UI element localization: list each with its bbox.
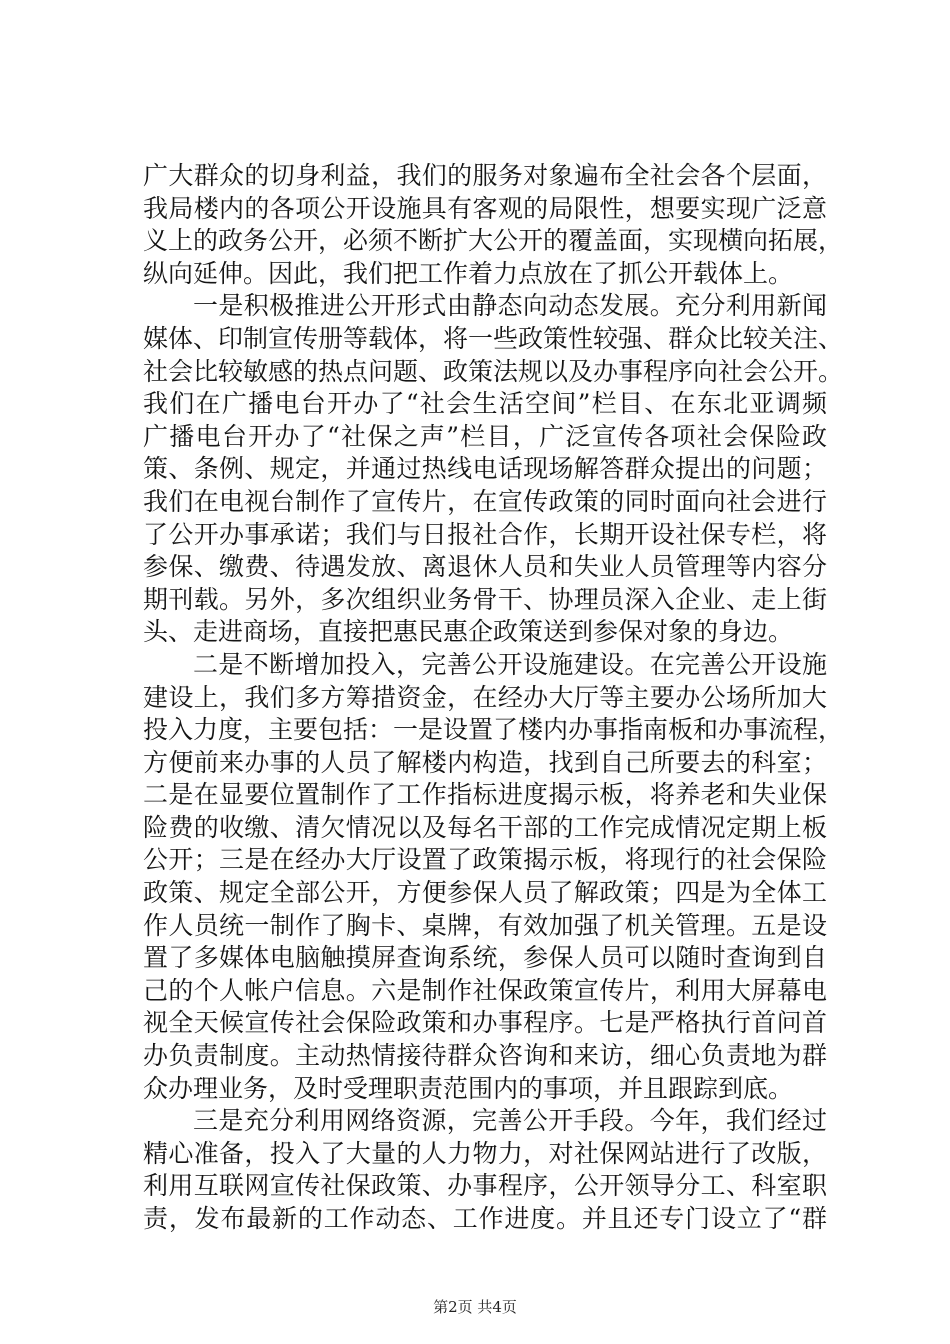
- text-line: 公开；三是在经办大厅设置了政策揭示板，将现行的社会保险: [143, 845, 827, 875]
- text-line: 置了多媒体电脑触摸屏查询系统，参保人员可以随时查询到自: [143, 943, 827, 973]
- text-line: 利用互联网宣传社保政策、办事程序，公开领导分工、科室职: [143, 1171, 827, 1201]
- text-line: 广大群众的切身利益，我们的服务对象遍布全社会各个层面，: [143, 161, 827, 190]
- text-line: 媒体、印制宣传册等载体，将一些政策性较强、群众比较关注、: [143, 323, 844, 353]
- text-line: 作人员统一制作了胸卡、桌牌，有效加强了机关管理。五是设: [143, 910, 827, 940]
- text-line: 期刊载。另外，多次组织业务骨干、协理员深入企业、走上街: [143, 584, 827, 614]
- text-line: 精心准备，投入了大量的人力物力，对社保网站进行了改版，: [143, 1138, 827, 1168]
- document-body: [143, 160, 844, 1236]
- text-line: 视全天候宣传社会保险政策和办事程序。七是严格执行首问首: [143, 1008, 827, 1038]
- paragraph-start-line: 二是不断增加投入，完善公开设施建设。在完善公开设施: [193, 649, 827, 679]
- paragraph-start-line: 一是积极推进公开形式由静态向动态发展。充分利用新闻: [193, 291, 827, 321]
- text-line: 责，发布最新的工作动态、工作进度。并且还专门设立了“群: [143, 1204, 827, 1233]
- text-line: 政策、规定全部公开，方便参保人员了解政策；四是为全体工: [143, 878, 827, 908]
- page-number-footer: 第2页 共4页: [433, 1298, 517, 1316]
- text-line: 己的个人帐户信息。六是制作社保政策宣传片，利用大屏幕电: [143, 975, 827, 1005]
- text-line: 策、条例、规定，并通过热线电话现场解答群众提出的问题；: [143, 454, 827, 484]
- paragraph-start-line: 三是充分利用网络资源，完善公开手段。今年，我们经过: [193, 1106, 827, 1136]
- text-line: 投入力度，主要包括：一是设置了楼内办事指南板和办事流程，: [143, 715, 844, 745]
- text-line: 险费的收缴、清欠情况以及每名干部的工作完成情况定期上板: [143, 812, 827, 842]
- text-line: 社会比较敏感的热点问题、政策法规以及办事程序向社会公开。: [143, 356, 844, 386]
- text-line: 方便前来办事的人员了解楼内构造，找到自己所要去的科室；: [143, 747, 827, 777]
- text-line: 我们在广播电台开办了“社会生活空间”栏目、在东北亚调频: [143, 389, 827, 419]
- text-line: 参保、缴费、待遇发放、离退休人员和失业人员管理等内容分: [143, 552, 827, 582]
- text-line: 广播电台开办了“社保之声”栏目，广泛宣传各项社会保险政: [143, 421, 827, 451]
- text-line: 建设上，我们多方筹措资金，在经办大厅等主要办公场所加大: [143, 682, 827, 712]
- text-line: 纵向延伸。因此，我们把工作着力点放在了抓公开载体上。: [143, 258, 794, 288]
- text-line: 了公开办事承诺；我们与日报社合作，长期开设社保专栏，将: [143, 519, 827, 549]
- text-line: 我局楼内的各项公开设施具有客观的局限性，想要实现广泛意: [143, 193, 827, 223]
- text-line: 义上的政务公开，必须不断扩大公开的覆盖面，实现横向拓展，: [143, 226, 844, 256]
- text-line: 头、走进商场，直接把惠民惠企政策送到参保对象的身边。: [143, 617, 794, 647]
- text-line: 我们在电视台制作了宣传片，在宣传政策的同时面向社会进行: [143, 486, 827, 516]
- text-line: 办负责制度。主动热情接待群众咨询和来访，细心负责地为群: [143, 1041, 827, 1071]
- text-line: 二是在显要位置制作了工作指标进度揭示板，将养老和失业保: [143, 780, 827, 810]
- text-line: 众办理业务，及时受理职责范围内的事项，并且跟踪到底。: [143, 1073, 794, 1103]
